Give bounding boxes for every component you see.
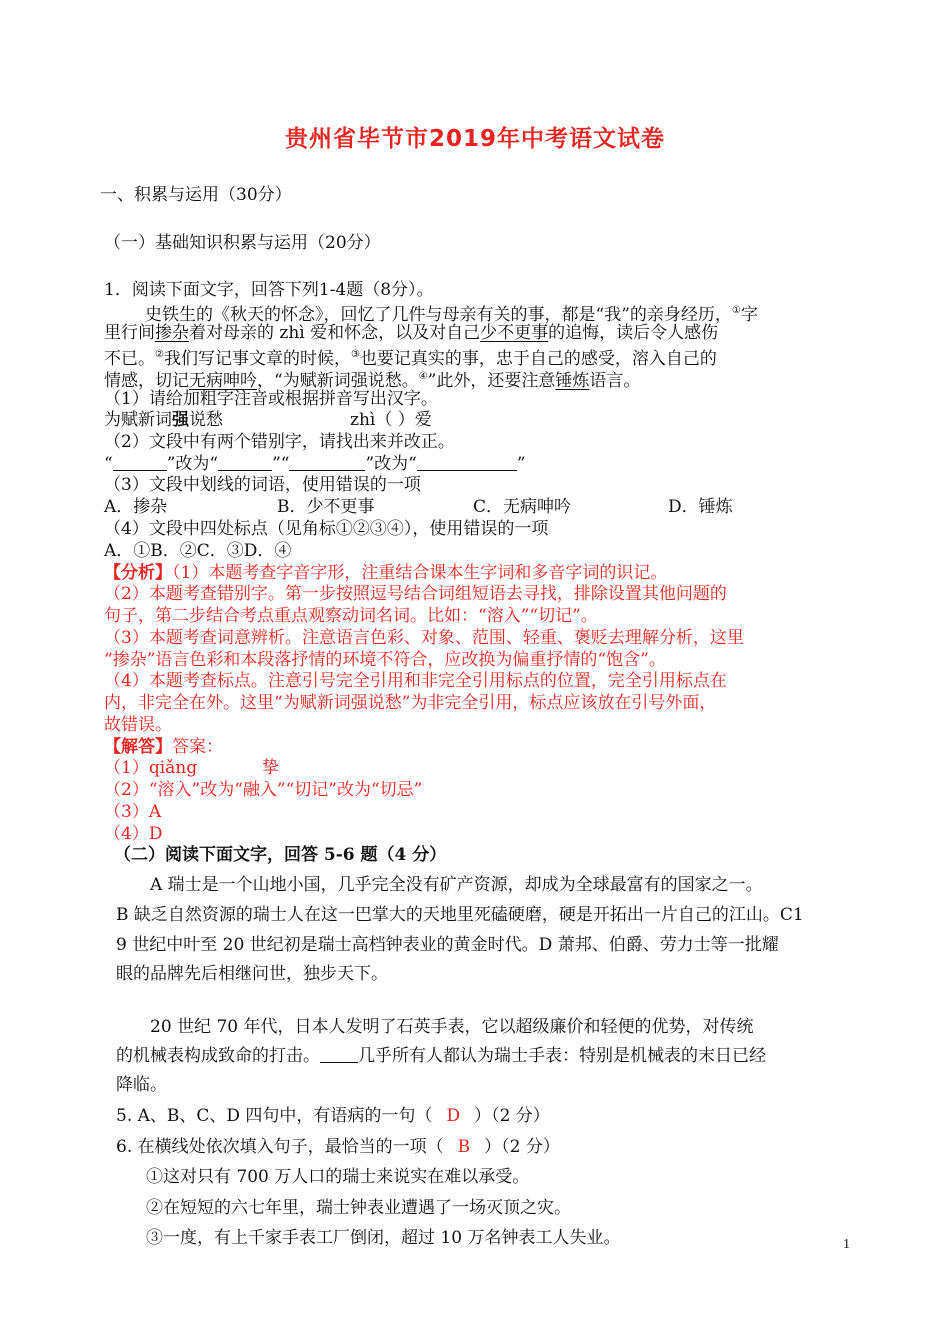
analysis-line-5: “掺杂”语言色彩和本段落抒情的环境不符合，应改换为偏重抒情的“饱含”。 (104, 650, 666, 670)
q1-sub3-option-d: D．锤炼 (668, 497, 733, 517)
analysis-line-4: （3）本题考查词意辨析。注意语言色彩、对象、范围、轻重、褒贬去理解分析，这里 (104, 628, 744, 648)
q6-option-1: ①这对只有 700 万人口的瑞士来说实在难以承受。 (146, 1167, 530, 1187)
blank-1[interactable] (113, 455, 167, 471)
document-title: 贵州省毕节市2019年中考语文试卷 (284, 126, 665, 152)
reading-p2-line-3: 降临。 (116, 1075, 167, 1095)
q1-sub3: （3）文段中划线的词语，使用错误的一项 (104, 475, 421, 495)
footnote-mark-4: ④ (418, 371, 428, 382)
part1-heading: 一、积累与运用（30分） (100, 185, 292, 205)
q1-sub2-blanks: “ ”改为“ ”“ ”改为“ ” (104, 454, 526, 474)
reading-p2-line-2: 的机械表构成致命的打击。 几乎所有人都认为瑞士手表：特别是机械表的末日已经 (116, 1046, 766, 1066)
q1-sub2: （2）文段中有两个错别字，请找出来并改正。 (104, 432, 455, 452)
blank-4[interactable] (417, 455, 517, 471)
q1-sub1-item-b: zhì（ ）爱 (350, 410, 432, 430)
analysis-tag: 【分析】 (104, 563, 172, 583)
q6-answer: B (457, 1137, 471, 1157)
analysis-line-7: 内，非完全在外。这里“为赋新词强说愁”为非完全引用，标点应该放在引号外面， (104, 693, 717, 713)
analysis-line-2: （2）本题考查错别字。第一步按照逗号结合词组短语去寻找，排除设置其他问题的 (104, 584, 727, 604)
analysis-line-3: 句子，第二步结合考点重点观察动词名词。比如：“溶入”“切记”。 (104, 606, 598, 626)
underlined-word-2: 少不更事 (480, 323, 549, 343)
footnote-mark-1: ① (731, 305, 741, 316)
analysis-line-6: （4）本题考查标点。注意引号完全引用和非完全引用标点的位置，完全引用标点在 (104, 671, 727, 691)
blank-3[interactable] (289, 455, 365, 471)
underlined-word-4: 锤炼 (555, 371, 590, 391)
answer-tag: 【解答】 (104, 737, 172, 757)
q6-option-3: ③一度，有上千家手表工厂倒闭，超过 10 万名钟表工人失业。 (146, 1228, 621, 1248)
reading-p1-line-4: 眼的品牌先后相继问世，独步天下。 (116, 964, 388, 984)
passage-line-3: 不已。②我们写记事文章的时候，③也要记真实的事，忠于自己的感受，溶入自己的 (104, 349, 717, 369)
q1-sub3-option-b: B．少不更事 (277, 497, 375, 517)
answer-3: （3）A (104, 802, 162, 822)
analysis-line-8: 故错误。 (104, 715, 172, 735)
answer-heading: 【解答】答案： (104, 737, 223, 757)
footnote-mark-2: ② (155, 349, 164, 360)
q1-sub1-item-a: 为赋新词强说愁 (104, 410, 223, 430)
page-number: 1 (843, 1237, 850, 1252)
passage-line-2: 里行间掺杂着对母亲的 zhì 爱和怀念，以及对自己少不更事的追悔，读后令人感伤 (104, 323, 719, 343)
q5-answer: D (446, 1106, 461, 1126)
q1-sub3-option-c: C．无病呻吟 (473, 497, 572, 517)
q1-sub3-option-a: A．掺杂 (104, 497, 168, 517)
passage-line-1: 史铁生的《秋天的怀念》，回忆了几件与母亲有关的事，都是“我”的亲身经历，①字 (145, 305, 758, 325)
reading-blank[interactable] (320, 1047, 358, 1063)
q1-sub1: （1）请给加粗字注音或根据拼音写出汉字。 (104, 389, 438, 409)
reading-p1-line-2: B 缺乏自然资源的瑞士人在这一巴掌大的天地里死磕硬磨，硬是开拓出一片自己的江山。C1 (116, 905, 804, 925)
question-1-heading: 1．阅读下面文字，回答下列1-4题（8分）。 (104, 280, 434, 300)
question-5: 5. A、B、C、D 四句中，有语病的一句（ D ）（2 分） (116, 1106, 550, 1126)
underlined-word-1: 掺杂 (155, 323, 189, 343)
analysis-line-1: 【分析】（1）本题考查字音字形，注重结合课本生字词和多音字词的识记。 (104, 563, 668, 583)
answer-4: （4）D (104, 824, 163, 844)
q6-option-2: ②在短短的六七年里，瑞士钟表业遭遇了一场灭顶之灾。 (146, 1198, 571, 1218)
q1-sub4-options: A．①B．②C．③D．④ (104, 541, 292, 561)
reading-p1-line-1: A 瑞士是一个山地小国，几乎完全没有矿产资源，却成为全球最富有的国家之一。 (150, 875, 763, 895)
section2-heading: （二）阅读下面文字，回答 5-6 题（4 分） (114, 845, 447, 865)
answer-1b: 挚 (262, 758, 279, 778)
q1-sub4: （4）文段中四处标点（见角标①②③④），使用错误的一项 (104, 519, 549, 539)
passage-line-4: 情感，切记无病呻吟，“为赋新词强说愁。④”此外，还要注意锤炼语言。 (104, 371, 641, 391)
bold-char: 强 (172, 410, 189, 430)
footnote-mark-3: ③ (350, 349, 360, 360)
reading-p1-line-3: 9 世纪中叶至 20 世纪初是瑞士高档钟表业的黄金时代。D 萧邦、伯爵、劳力士等一批耀 (116, 935, 779, 955)
question-6: 6. 在横线处依次填入句子，最恰当的一项（ B ）（2 分） (116, 1137, 560, 1157)
underlined-word-3: 无病呻吟 (189, 371, 257, 391)
answer-2: （2）“溶入”改为“融入”“切记”改为“切忌” (104, 780, 423, 800)
reading-p2-line-1: 20 世纪 70 年代，日本人发明了石英手表，它以超级廉价和轻便的优势，对传统 (150, 1017, 754, 1037)
section1-heading: （一）基础知识积累与运用（20分） (104, 233, 381, 253)
blank-2[interactable] (218, 455, 272, 471)
answer-1a: （1）qiǎng (104, 758, 198, 778)
